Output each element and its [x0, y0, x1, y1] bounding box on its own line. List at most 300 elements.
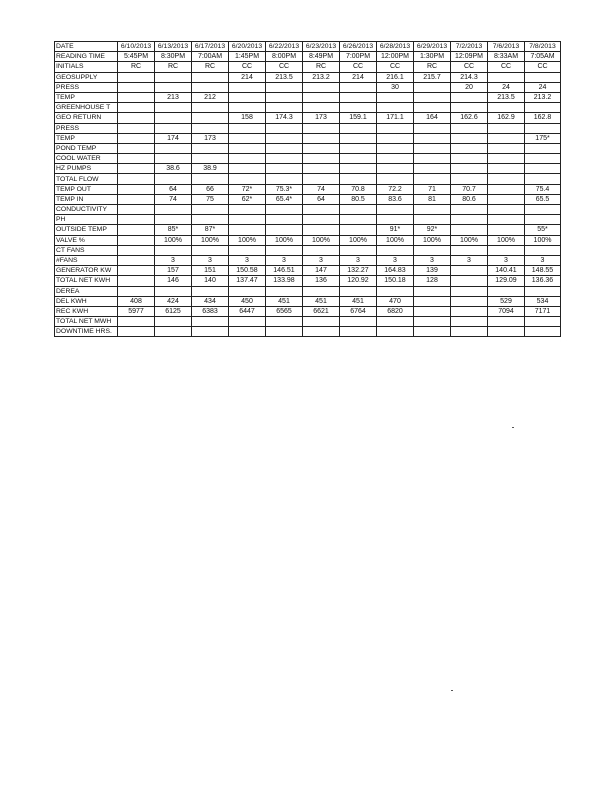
row-label: #FANS [55, 255, 118, 265]
table-row [55, 215, 561, 225]
table-cell [266, 245, 303, 255]
table-cell [155, 327, 192, 337]
table-cell: 74 [303, 184, 340, 194]
table-cell [340, 327, 377, 337]
table-cell [229, 327, 266, 337]
table-row [55, 276, 561, 286]
table-cell: 81 [414, 194, 451, 204]
table-cell [525, 215, 561, 225]
table-cell: 6447 [229, 306, 266, 316]
table-cell [414, 103, 451, 113]
table-cell: 215.7 [414, 72, 451, 82]
table-cell: 100% [451, 235, 488, 245]
table-cell: RC [303, 62, 340, 72]
table-row [55, 62, 561, 72]
table-cell: 136 [303, 276, 340, 286]
table-cell [192, 123, 229, 133]
table-cell [303, 164, 340, 174]
table-cell: 146 [155, 276, 192, 286]
date-header-cell: 7/6/2013 [488, 42, 525, 52]
table-row [55, 92, 561, 102]
table-cell: 75.4 [525, 184, 561, 194]
row-label: CONDUCTIVITY [55, 205, 118, 215]
table-cell: 213.2 [303, 72, 340, 82]
table-cell: 8:30PM [155, 52, 192, 62]
table-cell [303, 103, 340, 113]
table-cell [414, 92, 451, 102]
table-cell: 534 [525, 296, 561, 306]
table-cell [414, 133, 451, 143]
table-cell [451, 276, 488, 286]
table-cell: 8:00PM [266, 52, 303, 62]
table-cell [525, 103, 561, 113]
table-cell: 175* [525, 133, 561, 143]
table-cell: 3 [451, 255, 488, 265]
table-cell: CC [451, 62, 488, 72]
table-cell [525, 72, 561, 82]
date-header-cell: 6/20/2013 [229, 42, 266, 52]
date-header-cell: 6/13/2013 [155, 42, 192, 52]
table-cell [377, 174, 414, 184]
table-cell: 62* [229, 194, 266, 204]
table-cell [340, 82, 377, 92]
table-row [55, 245, 561, 255]
table-cell: 147 [303, 266, 340, 276]
table-cell [377, 164, 414, 174]
table-cell: 64 [303, 194, 340, 204]
table-cell [414, 215, 451, 225]
table-cell [229, 154, 266, 164]
table-cell [451, 225, 488, 235]
table-cell [118, 255, 155, 265]
table-cell: 174 [155, 133, 192, 143]
table-cell [192, 215, 229, 225]
table-cell [192, 82, 229, 92]
table-cell: 120.92 [340, 276, 377, 286]
table-cell: 3 [155, 255, 192, 265]
table-cell [488, 317, 525, 327]
table-cell: 424 [155, 296, 192, 306]
table-cell: 80.5 [340, 194, 377, 204]
table-cell: 140.41 [488, 266, 525, 276]
table-row [55, 184, 561, 194]
table-cell [488, 103, 525, 113]
table-cell [451, 327, 488, 337]
table-cell [488, 205, 525, 215]
table-cell [192, 143, 229, 153]
table-cell: 529 [488, 296, 525, 306]
table-cell: RC [155, 62, 192, 72]
row-label: INITIALS [55, 62, 118, 72]
table-cell [118, 123, 155, 133]
table-cell [266, 205, 303, 215]
table-cell [451, 123, 488, 133]
table-cell [414, 286, 451, 296]
table-cell [229, 82, 266, 92]
table-cell [303, 245, 340, 255]
table-cell [155, 72, 192, 82]
table-cell: 100% [340, 235, 377, 245]
table-row [55, 266, 561, 276]
row-label: CT FANS [55, 245, 118, 255]
table-cell [266, 286, 303, 296]
table-cell [451, 245, 488, 255]
table-cell: 1:45PM [229, 52, 266, 62]
table-cell [303, 205, 340, 215]
date-header-cell: 7/2/2013 [451, 42, 488, 52]
table-row [55, 205, 561, 215]
table-cell: 1:30PM [414, 52, 451, 62]
table-cell [525, 245, 561, 255]
table-cell [266, 82, 303, 92]
table-cell: 3 [340, 255, 377, 265]
row-label: OUTSIDE TEMP [55, 225, 118, 235]
table-cell [229, 245, 266, 255]
table-row [55, 286, 561, 296]
table-cell: 64 [155, 184, 192, 194]
table-cell: 71 [414, 184, 451, 194]
table-row [55, 113, 561, 123]
table-cell: 150.58 [229, 266, 266, 276]
table-cell: RC [118, 62, 155, 72]
table-row [55, 154, 561, 164]
table-cell [155, 113, 192, 123]
date-header-cell: 6/17/2013 [192, 42, 229, 52]
table-cell [340, 164, 377, 174]
table-cell [303, 133, 340, 143]
table-cell [118, 205, 155, 215]
table-cell: 6820 [377, 306, 414, 316]
table-cell: CC [340, 62, 377, 72]
table-cell: 129.09 [488, 276, 525, 286]
table-cell [155, 174, 192, 184]
table-cell: 133.98 [266, 276, 303, 286]
table-cell [118, 72, 155, 82]
table-cell [377, 123, 414, 133]
row-label: DOWNTIME HRS. [55, 327, 118, 337]
table-cell [414, 82, 451, 92]
table-row [55, 103, 561, 113]
table-cell: 3 [229, 255, 266, 265]
table-cell: 72* [229, 184, 266, 194]
table-cell [303, 317, 340, 327]
table-cell: 173 [192, 133, 229, 143]
date-header-cell: 6/10/2013 [118, 42, 155, 52]
table-row [55, 317, 561, 327]
table-cell [303, 225, 340, 235]
table-cell: 158 [229, 113, 266, 123]
table-cell: 24 [525, 82, 561, 92]
table-cell: 157 [155, 266, 192, 276]
table-cell [303, 327, 340, 337]
row-label: PRESS [55, 82, 118, 92]
table-cell: 213.5 [266, 72, 303, 82]
table-cell: 3 [266, 255, 303, 265]
table-cell [303, 92, 340, 102]
table-cell: RC [414, 62, 451, 72]
table-cell [155, 317, 192, 327]
table-cell [488, 133, 525, 143]
table-cell [229, 143, 266, 153]
table-cell [414, 154, 451, 164]
table-cell: 173 [303, 113, 340, 123]
table-cell [303, 123, 340, 133]
table-cell [266, 174, 303, 184]
table-cell [488, 286, 525, 296]
table-cell [118, 327, 155, 337]
table-cell [266, 215, 303, 225]
table-cell [118, 286, 155, 296]
table-cell [340, 92, 377, 102]
table-cell: 75 [192, 194, 229, 204]
table-cell: 100% [525, 235, 561, 245]
date-header-cell: 6/26/2013 [340, 42, 377, 52]
table-cell: 216.1 [377, 72, 414, 82]
table-cell [488, 164, 525, 174]
table-cell [266, 154, 303, 164]
table-cell [451, 286, 488, 296]
table-cell: 150.18 [377, 276, 414, 286]
table-cell [266, 103, 303, 113]
table-cell [451, 103, 488, 113]
table-cell [229, 317, 266, 327]
table-cell: 7:00PM [340, 52, 377, 62]
table-cell [414, 296, 451, 306]
row-label: GREENHOUSE T [55, 103, 118, 113]
table-cell [414, 317, 451, 327]
row-label: REC KWH [55, 306, 118, 316]
table-cell [451, 92, 488, 102]
table-cell: 164 [414, 113, 451, 123]
table-cell [451, 266, 488, 276]
table-cell [192, 154, 229, 164]
table-cell [118, 225, 155, 235]
table-cell [229, 215, 266, 225]
table-cell: 140 [192, 276, 229, 286]
table-cell: 151 [192, 266, 229, 276]
table-cell [118, 245, 155, 255]
table-cell [377, 143, 414, 153]
table-cell [525, 143, 561, 153]
table-row [55, 52, 561, 62]
table-cell: 100% [155, 235, 192, 245]
table-cell [229, 164, 266, 174]
table-row [55, 255, 561, 265]
table-cell [340, 154, 377, 164]
table-cell: 137.47 [229, 276, 266, 286]
row-label: GEOSUPPLY [55, 72, 118, 82]
table-cell [192, 174, 229, 184]
table-cell [451, 164, 488, 174]
row-label: DEREA [55, 286, 118, 296]
table-cell [488, 184, 525, 194]
table-cell: 38.9 [192, 164, 229, 174]
table-cell [303, 174, 340, 184]
table-cell: 100% [229, 235, 266, 245]
table-cell [488, 123, 525, 133]
table-cell: 12:09PM [451, 52, 488, 62]
row-label: POND TEMP [55, 143, 118, 153]
table-cell: 83.6 [377, 194, 414, 204]
table-cell [525, 174, 561, 184]
table-cell: RC [192, 62, 229, 72]
table-cell [488, 245, 525, 255]
table-cell: 213 [155, 92, 192, 102]
table-cell: 6565 [266, 306, 303, 316]
row-label: DATE [55, 42, 118, 52]
table-cell [525, 286, 561, 296]
table-cell [303, 143, 340, 153]
table-cell: 30 [377, 82, 414, 92]
table-cell: 7:00AM [192, 52, 229, 62]
date-header-cell: 6/29/2013 [414, 42, 451, 52]
table-cell [303, 154, 340, 164]
table-cell [488, 154, 525, 164]
table-cell [377, 205, 414, 215]
table-row [55, 123, 561, 133]
table-cell: 451 [340, 296, 377, 306]
table-cell: 70.8 [340, 184, 377, 194]
table-cell: 65.4* [266, 194, 303, 204]
table-cell [377, 327, 414, 337]
table-cell [414, 327, 451, 337]
table-cell [266, 133, 303, 143]
header-row [55, 42, 561, 52]
table-cell [229, 205, 266, 215]
table-cell [118, 266, 155, 276]
table-cell [525, 123, 561, 133]
table-cell: 3 [488, 255, 525, 265]
table-cell [192, 103, 229, 113]
date-header-cell: 6/28/2013 [377, 42, 414, 52]
table-row [55, 194, 561, 204]
table-cell: 55* [525, 225, 561, 235]
table-cell: 3 [303, 255, 340, 265]
scan-speck [451, 690, 453, 691]
table-cell: 214.3 [451, 72, 488, 82]
table-cell: 100% [488, 235, 525, 245]
table-cell [192, 317, 229, 327]
table-cell: 100% [377, 235, 414, 245]
table-cell [118, 154, 155, 164]
table-cell [266, 317, 303, 327]
table-cell [266, 225, 303, 235]
table-cell: 100% [303, 235, 340, 245]
table-cell [377, 245, 414, 255]
table-cell [414, 143, 451, 153]
table-cell: 451 [303, 296, 340, 306]
table-cell: 65.5 [525, 194, 561, 204]
table-cell: 100% [266, 235, 303, 245]
table-row [55, 133, 561, 143]
table-cell: 212 [192, 92, 229, 102]
row-label: TEMP [55, 133, 118, 143]
table-cell: 214 [340, 72, 377, 82]
row-label: VALVE % [55, 235, 118, 245]
table-cell [118, 113, 155, 123]
table-cell [451, 215, 488, 225]
table-row [55, 143, 561, 153]
table-cell: CC [266, 62, 303, 72]
row-label: HZ PUMPS [55, 164, 118, 174]
table-cell [118, 194, 155, 204]
table-cell [192, 72, 229, 82]
table-cell [340, 225, 377, 235]
table-cell [525, 327, 561, 337]
table-cell [155, 245, 192, 255]
table-cell [525, 317, 561, 327]
table-row [55, 225, 561, 235]
table-cell: 162.8 [525, 113, 561, 123]
table-cell [118, 276, 155, 286]
table-cell [377, 92, 414, 102]
table-cell [229, 225, 266, 235]
table-cell: 162.9 [488, 113, 525, 123]
row-label: TOTAL FLOW [55, 174, 118, 184]
table-cell [488, 225, 525, 235]
table-cell [488, 174, 525, 184]
table-cell [414, 164, 451, 174]
geothermal-log-table [54, 41, 561, 337]
table-cell [192, 113, 229, 123]
table-cell [414, 123, 451, 133]
table-cell [303, 286, 340, 296]
table-cell [340, 123, 377, 133]
table-cell [377, 286, 414, 296]
table-cell [451, 317, 488, 327]
table-cell [340, 174, 377, 184]
table-cell: 434 [192, 296, 229, 306]
table-cell [155, 154, 192, 164]
table-cell [377, 215, 414, 225]
table-cell [451, 174, 488, 184]
table-cell: CC [488, 62, 525, 72]
table-cell [414, 306, 451, 316]
table-cell: 6764 [340, 306, 377, 316]
table-row [55, 72, 561, 82]
table-cell [192, 205, 229, 215]
table-cell: CC [525, 62, 561, 72]
table-cell: 3 [377, 255, 414, 265]
table-cell [377, 103, 414, 113]
table-cell [229, 133, 266, 143]
log-sheet [54, 41, 561, 337]
table-cell: 7171 [525, 306, 561, 316]
table-cell: 70.7 [451, 184, 488, 194]
table-cell: 451 [266, 296, 303, 306]
table-cell [155, 123, 192, 133]
table-cell [118, 92, 155, 102]
row-label: READING TIME [55, 52, 118, 62]
table-cell [525, 164, 561, 174]
table-cell: 74 [155, 194, 192, 204]
table-cell [266, 143, 303, 153]
table-cell: 8:33AM [488, 52, 525, 62]
table-cell: 139 [414, 266, 451, 276]
row-label: PH [55, 215, 118, 225]
table-cell: 87* [192, 225, 229, 235]
table-cell [155, 143, 192, 153]
table-cell [488, 143, 525, 153]
table-cell: 80.6 [451, 194, 488, 204]
table-cell: 148.55 [525, 266, 561, 276]
date-header-cell: 6/22/2013 [266, 42, 303, 52]
table-cell [451, 133, 488, 143]
table-cell: 7094 [488, 306, 525, 316]
row-label: TEMP OUT [55, 184, 118, 194]
table-cell: 159.1 [340, 113, 377, 123]
table-cell [340, 133, 377, 143]
